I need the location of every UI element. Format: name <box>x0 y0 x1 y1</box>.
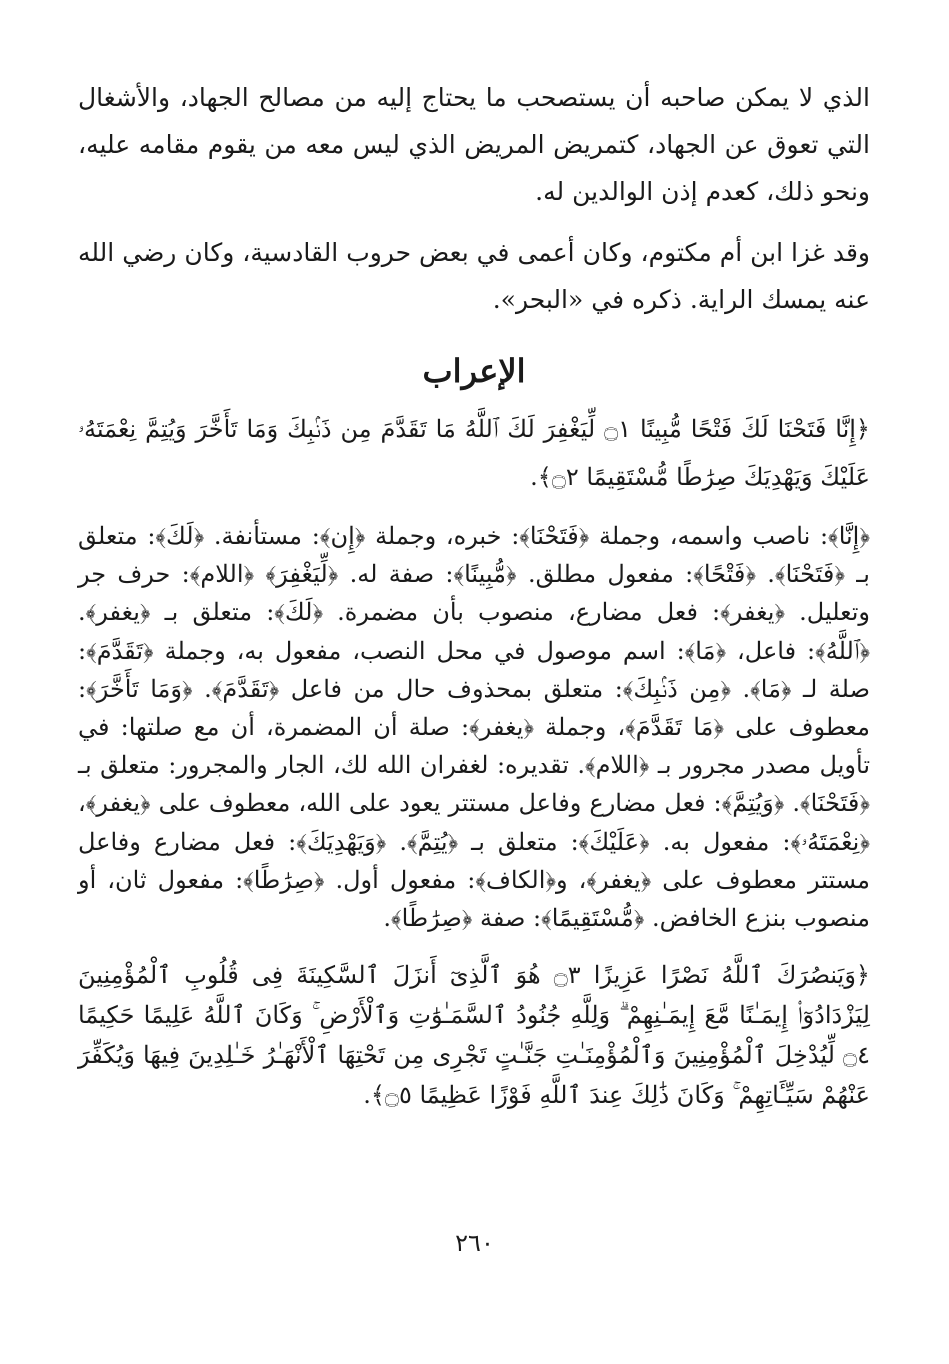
grammatical-analysis: ﴿إِنَّا﴾: ناصب واسمه، وجملة ﴿فَتَحْنَا﴾: خبره، وجملة ﴿إِن﴾: مستأنفة. ﴿لَكَ﴾: متعلق بـ ﴿فَتَحْنَا﴾. ﴿فَتْحًا﴾: مفعول مطلق. ﴿مُّبِينًا﴾: صفة له. ﴿لِّيَغْفِرَ﴾ ﴿اللام﴾: حرف جر وتعليل. ﴿يغفر﴾: فعل مضارع، منصوب بأن مضمرة. ﴿لَكَ﴾: متعلق بـ ﴿يغفر﴾. ﴿ٱللَّهُ﴾: فاعل، ﴿مَا﴾: اسم موصول في محل النصب، مفعول به، وجملة ﴿تَقَدَّمَ﴾: صلة لـ ﴿مَا﴾. ﴿مِن ذَنۢبِكَ﴾: متعلق بمحذوف حال من فاعل ﴿تَقَدَّمَ﴾. ﴿وَمَا تَأَخَّرَ﴾: معطوف على ﴿مَا تَقَدَّمَ﴾، وجملة ﴿يغفر﴾: صلة أن المضمرة، أن مع صلتها: في تأويل مصدر مجرور بـ ﴿اللام﴾. تقديره: لغفران الله لك، الجار والمجرور: متعلق بـ ﴿فَتَحْنَا﴾. ﴿وَيُتِمَّ﴾: فعل مضارع وفاعل مستتر يعود على الله، معطوف على ﴿يغفر﴾، ﴿نِعْمَتَهُۥ﴾: مفعول به. ﴿عَلَيْكَ﴾: متعلق بـ ﴿يُتِمَّ﴾. ﴿وَيَهْدِيَكَ﴾: فعل مضارع وفاعل مستتر معطوف على ﴿يغفر﴾، و﴿الكاف﴾: مفعول أول. ﴿صِرَٰطًا﴾: مفعول ثان، أو منصوب بنزع الخافض. ﴿مُّسْتَقِيمًا﴾: صفة ﴿صِرَٰطًا﴾. <box>78 522 870 933</box>
page-number: ٢٦٠ <box>455 1229 494 1257</box>
quran-verse-1-2: ﴿إِنَّا فَتَحْنَا لَكَ فَتْحًا مُّبِينًا ۝١ لِّيَغْفِرَ لَكَ ٱللَّهُ مَا تَقَدَّمَ مِن ذَنۢبِكَ وَمَا تَأَخَّرَ وَيُتِمَّ نِعْمَتَهُۥ عَلَيْكَ وَيَهْدِيَكَ صِرَٰطًا مُّسْتَقِيمًا ۝٢﴾. <box>78 415 870 491</box>
body-paragraph-2: وقد غزا ابن أم مكتوم، وكان أعمى في بعض حروب القادسية، وكان رضي الله عنه يمسك الراية. ذكره في «البحر». <box>78 238 870 314</box>
document-page <box>78 74 870 1344</box>
quran-verse-3-5: ﴿وَيَنصُرَكَ ٱللَّهُ نَصْرًا عَزِيزًا ۝٣ هُوَ ٱلَّذِىٓ أَنزَلَ ٱلسَّكِينَةَ فِى قُلُوبِ ٱلْمُؤْمِنِينَ لِيَزْدَادُوٓا۟ إِيمَـٰنًا مَّعَ إِيمَـٰنِهِمْ ۗ وَلِلَّهِ جُنُودُ ٱلسَّمَـٰوَٰتِ وَٱلْأَرْضِ ۚ وَكَانَ ٱللَّهُ عَلِيمًا حَكِيمًا ۝٤ لِّيُدْخِلَ ٱلْمُؤْمِنِينَ وَٱلْمُؤْمِنَـٰتِ جَنَّـٰتٍ تَجْرِى مِن تَحْتِهَا ٱلْأَنْهَـٰرُ خَـٰلِدِينَ فِيهَا وَيُكَفِّرَ عَنْهُمْ سَيِّـَٔاتِهِمْ ۚ وَكَانَ ذَٰلِكَ عِندَ ٱللَّهِ فَوْزًا عَظِيمًا ۝٥﴾. <box>78 961 870 1110</box>
section-heading: الإعراب <box>422 352 526 390</box>
body-paragraph-1: الذي لا يمكن صاحبه أن يستصحب ما يحتاج إليه من مصالح الجهاد، والأشغال التي تعوق عن الجهاد، كتمريض المريض الذي ليس معه من يقوم مقامه عليه، ونحو ذلك، كعدم إذن الوالدين له. <box>78 83 870 206</box>
